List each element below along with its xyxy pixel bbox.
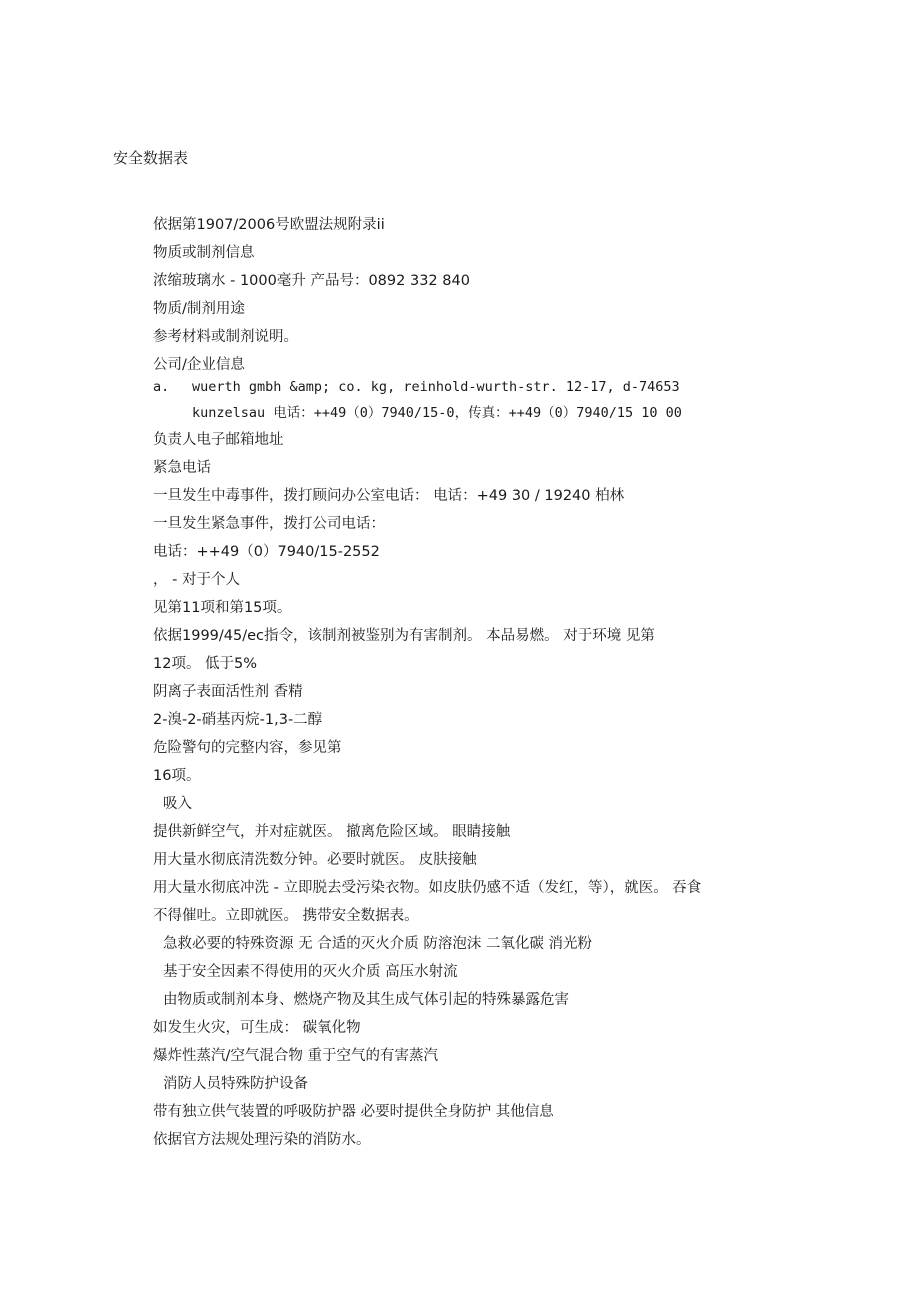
section-heading: 紧急电话: [153, 460, 211, 476]
company-address: wuerth gmbh &amp; co. kg, reinhold-wurth-str. 12-17, d-74653: [192, 379, 680, 395]
text-line: 用大量水彻底冲洗 - 立即脱去受污染衣物。如皮肤仍感不适（发红，等），就医。 吞食: [153, 880, 702, 896]
regulation-line: 依据第1907/2006号欧盟法规附录ii: [153, 217, 385, 233]
list-marker: a.: [153, 379, 170, 395]
text-line: 12项。 低于5%: [153, 656, 258, 672]
text-line: 基于安全因素不得使用的灭火介质 高压水射流: [163, 964, 458, 980]
text-line: 由物质或制剂本身、燃烧产物及其生成气体引起的特殊暴露危害: [163, 992, 569, 1008]
text-line: 一旦发生紧急事件，拨打公司电话：: [153, 516, 385, 532]
company-contact: kunzelsau 电话：++49（0）7940/15-0，传真：++49（0）7940/15 10 00: [192, 405, 682, 421]
text-line: 依据1999/45/ec指令，该制剂被鉴别为有害制剂。 本品易燃。 对于环境 见第: [153, 628, 655, 644]
section-heading: 公司/企业信息: [153, 357, 245, 373]
text-line: 爆炸性蒸汽/空气混合物 重于空气的有害蒸汽: [153, 1048, 438, 1064]
text-line: 16项。: [153, 768, 201, 784]
section-heading: 负责人电子邮箱地址: [153, 432, 284, 448]
section-heading: 物质或制剂信息: [153, 245, 255, 261]
text-line: 阴离子表面活性剂 香精: [153, 684, 303, 700]
document-title: 安全数据表: [113, 149, 189, 167]
text-line: 见第11项和第15项。: [153, 600, 292, 616]
text-line: 提供新鲜空气，并对症就医。 撤离危险区域。 眼睛接触: [153, 824, 511, 840]
text-line: 带有独立供气装置的呼吸防护器 必要时提供全身防护 其他信息: [153, 1104, 554, 1120]
product-line: 浓缩玻璃水 - 1000毫升 产品号：0892 332 840: [153, 273, 470, 289]
text-line: 如发生火灾，可生成： 碳氧化物: [153, 1020, 361, 1036]
text-line: 参考材料或制剂说明。: [153, 329, 298, 345]
text-line: 不得催吐。立即就医。 携带安全数据表。: [153, 908, 419, 924]
company-phone: 电话：++49（0）7940/15-2552: [153, 544, 380, 560]
text-line: 2-溴-2-硝基丙烷-1,3-二醇: [153, 712, 323, 728]
section-heading: 物质/制剂用途: [153, 301, 245, 317]
text-line: 急救必要的特殊资源 无 合适的灭火介质 防溶泡沫 二氧化碳 消光粉: [163, 936, 593, 952]
text-line: 用大量水彻底清洗数分钟。必要时就医。 皮肤接触: [153, 852, 477, 868]
subheading: 吸入: [163, 796, 192, 812]
text-line: 危险警句的完整内容，参见第: [153, 740, 342, 756]
subheading: 消防人员特殊防护设备: [163, 1076, 308, 1092]
poison-hotline: 一旦发生中毒事件，拨打顾问办公室电话： 电话：+49 30 / 19240 柏林: [153, 488, 625, 504]
text-line: ， - 对于个人: [153, 572, 240, 588]
text-line: 依据官方法规处理污染的消防水。: [153, 1132, 371, 1148]
